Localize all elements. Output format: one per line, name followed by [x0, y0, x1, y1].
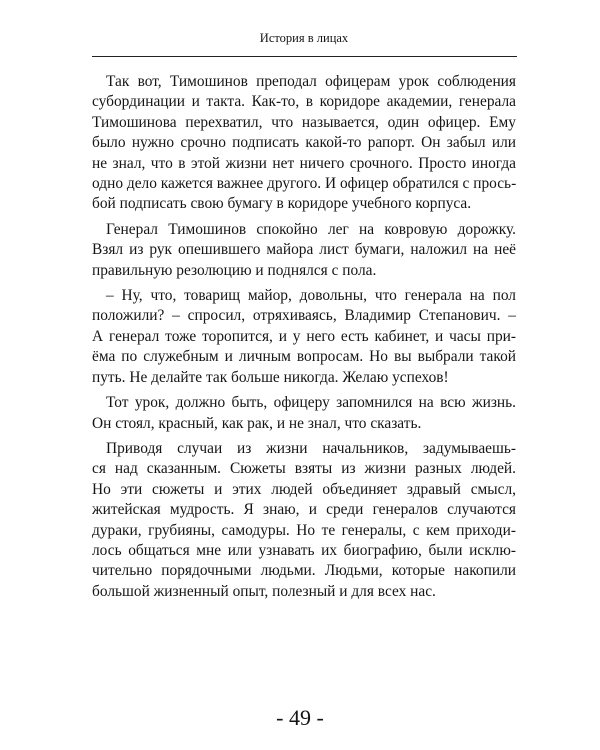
- text-line: бой подписать свою бумагу в коридоре учебного корпуса.: [92, 195, 472, 213]
- text-line: Так вот, Тимошинов преподал офицерам урок соблюдения: [106, 73, 516, 90]
- text-line: Тимошинова перехватил, что называется, один офицер. Ему: [92, 113, 516, 131]
- text-line: – Ну, что, товарищ майор, довольны, что генерала на пол: [106, 287, 516, 305]
- text-line: Но эти сюжеты и этих людей объединяет здравый смысл,: [92, 480, 516, 498]
- paragraph: [92, 439, 516, 602]
- text-line: субординации и такта. Как-то, в коридоре академии, генерала: [92, 93, 516, 111]
- text-line: А генерал тоже торопится, и у него есть кабинет, и часы при-: [92, 327, 516, 345]
- text-line: правильную резолюцию и поднялся с пола.: [92, 261, 377, 279]
- text-line: большой жизненный опыт, полезный и для всех нас.: [92, 582, 436, 600]
- paragraph: [92, 72, 516, 215]
- paragraph: [92, 286, 516, 388]
- page-body: [92, 72, 516, 602]
- text-line: Тот урок, должно быть, офицеру запомнился на всю жизнь.: [106, 394, 516, 412]
- text-line: дураки, грубияны, самодуры. Но те генералы, с кем приходи-: [92, 521, 516, 539]
- text-line: положили? – спросил, отряхиваясь, Владимир Степанович. –: [92, 307, 516, 325]
- text-line: не знал, что в этой жизни нет ничего срочного. Просто иногда: [92, 154, 516, 172]
- text-line: чительно порядочными людьми. Людьми, которые накопили: [92, 562, 516, 580]
- text-line: было нужно срочно подписать какой-то рапорт. Он забыл или: [92, 134, 516, 152]
- text-line: ёма по служебным и личным вопросам. Но вы выбрали такой: [92, 348, 516, 366]
- header-rule: [92, 56, 517, 57]
- text-line: одно дело кажется важнее другого. И офицер обратился с прось-: [92, 175, 517, 193]
- paragraph: [92, 393, 516, 434]
- text-line: Он стоял, красный, как рак, и не знал, что сказать.: [92, 414, 422, 432]
- paragraph: [92, 220, 516, 281]
- page-number: - 49 -: [276, 705, 324, 730]
- text-line: ся над сказанным. Сюжеты взяты из жизни разных людей.: [92, 460, 516, 478]
- running-head-title: История в лицах: [259, 31, 349, 45]
- text-line: путь. Не делайте так больше никогда. Желаю успехов!: [92, 368, 449, 386]
- text-line: Приводя случаи из жизни начальников, задумываешь-: [106, 439, 516, 457]
- text-line: лось общаться мне или узнавать их биографию, были исклю-: [92, 541, 516, 559]
- text-line: Взял из рук опешившего майора лист бумаги, наложил на неё: [92, 241, 516, 259]
- text-line: Генерал Тимошинов спокойно лег на ковровую дорожку.: [106, 220, 516, 238]
- text-line: житейская мудрость. Я знаю, и среди генералов случаются: [92, 501, 516, 519]
